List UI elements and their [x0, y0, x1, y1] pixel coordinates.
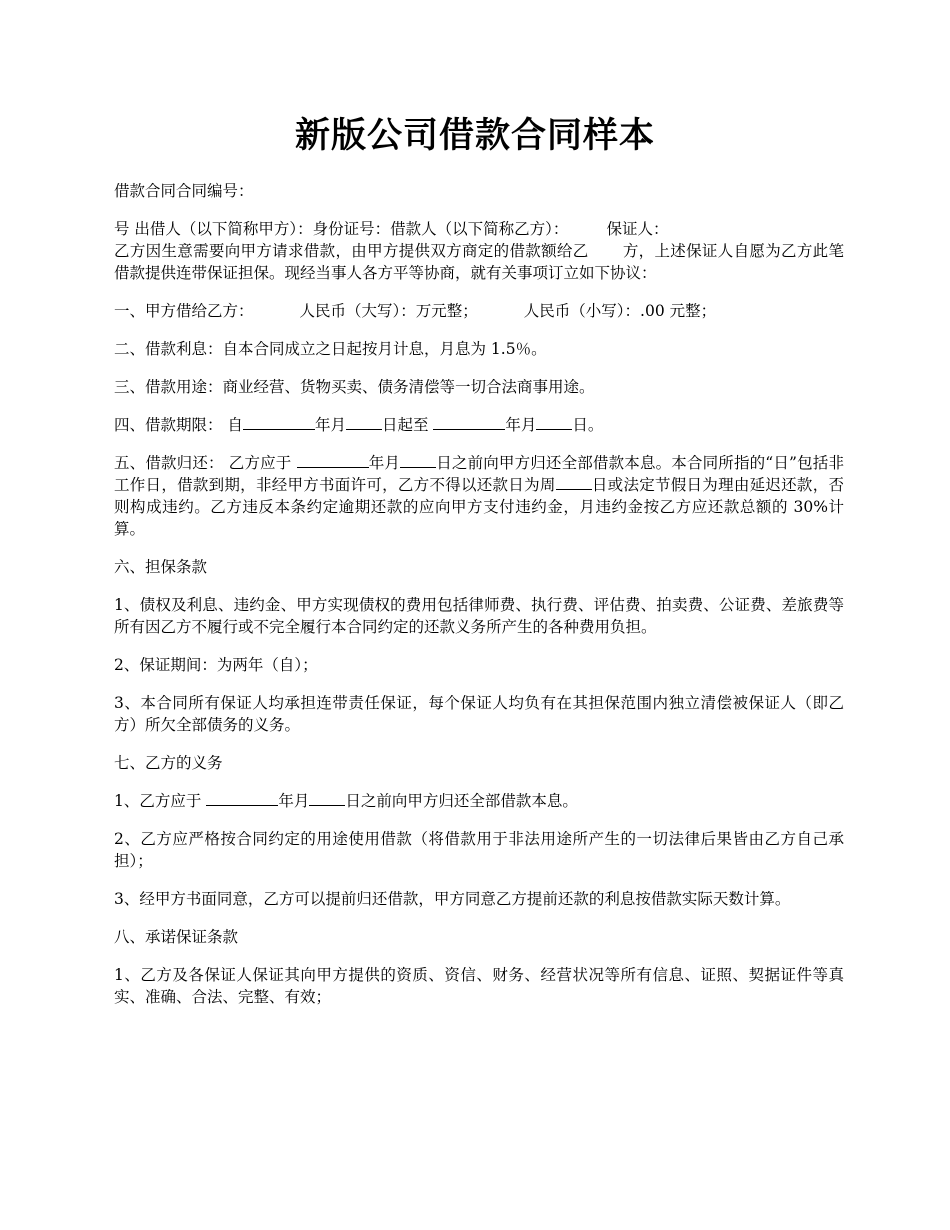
blank-line [556, 475, 592, 490]
blank-line [346, 415, 382, 430]
article-4-text: 日。 [572, 416, 604, 434]
parties-paragraph [114, 218, 844, 284]
amount-in-figures: 人民币（小写）：.00 元整； [523, 302, 717, 320]
section-7-item-1-text: 日之前向甲方归还全部借款本息。 [345, 792, 578, 810]
section-6-item-3: 3、本合同所有保证人均承担连带责任保证，每个保证人均负有在其担保范围内独立清偿被保证人（即乙方）所欠全部债务的义务。 [114, 694, 844, 734]
blank-line [433, 415, 505, 430]
article-2: 二、借款利息：自本合同成立之日起按月计息，月息为 1.5％。 [114, 340, 547, 358]
section-6-item-1: 1、债权及利息、违约金、甲方实现债权的费用包括律师费、执行费、评估费、拍卖费、公证费、差旅费等所有因乙方不履行或不完全履行本合同约定的还款义务所产生的各种费用负担。 [114, 596, 844, 636]
section-6-item-2: 2、保证期间：为两年（自）； [114, 656, 318, 674]
section-7-heading: 七、乙方的义务 [114, 754, 223, 772]
article-5-label: 五、借款归还： 乙方应于 [114, 454, 292, 472]
document-title: 新版公司借款合同样本 [294, 115, 655, 156]
blank-line [536, 415, 572, 430]
blank-line [400, 453, 436, 468]
blank-line [206, 791, 278, 806]
article-4-label: 四、借款期限： 自 [114, 416, 243, 434]
article-3: 三、借款用途：商业经营、货物买卖、债务清偿等一切合法商事用途。 [114, 378, 595, 396]
section-7-item-1-text: 年月 [278, 792, 310, 810]
intro-text-a: 乙方因生意需要向甲方请求借款，由甲方提供双方商定的借款额给乙 [114, 242, 589, 260]
section-7-item-1-text: 1、乙方应于 [114, 792, 202, 810]
blank-line [297, 453, 369, 468]
intro-text-b: 方，上述保证人自愿为乙方此笔借款提供连带保证担保。现经当事人各方平等协商，就有关事项订立如下协议： [114, 242, 844, 282]
article-5-text: 日之前向甲方归还全部借款本息。本合同所指的“日”包括非工作日，借款到期，非经甲方书面许可，乙方不得以还款日为周 [114, 454, 844, 494]
article-4-text: 年月 [505, 416, 537, 434]
section-7-item-2: 2、乙方应严格按合同约定的用途使用借款（将借款用于非法用途所产生的一切法律后果皆由乙方自己承担）； [114, 830, 844, 870]
section-8-item-1: 1、乙方及各保证人保证其向甲方提供的资质、资信、财务、经营状况等所有信息、证照、契据证件等真实、准确、合法、完整、有效； [114, 966, 844, 1006]
contract-number-line: 借款合同合同编号： [114, 182, 254, 200]
article-4-text: 年月 [314, 416, 346, 434]
article-4 [114, 414, 844, 436]
section-7-item-3: 3、经甲方书面同意，乙方可以提前归还借款，甲方同意乙方提前还款的利息按借款实际天数计算。 [114, 890, 791, 908]
document-body [114, 180, 844, 1008]
article-4-text: 日起至 [381, 416, 429, 434]
guarantor-label: 保证人： [606, 220, 669, 238]
blank-line [243, 415, 315, 430]
article-5-text: 日或法定节假日为理由延迟还款，否则构成违约。乙方违反本条约定逾期还款的应向甲方支付违约金，月违约金按乙方应还款总额的 30%计算。 [114, 476, 844, 538]
section-6-heading: 六、担保条款 [114, 558, 208, 576]
section-8-heading: 八、承诺保证条款 [114, 928, 239, 946]
article-1-label: 一、甲方借给乙方： [114, 302, 254, 320]
article-5 [114, 452, 844, 540]
parties-line: 号 出借人（以下简称甲方）：身份证号：借款人（以下简称乙方）： [114, 220, 569, 238]
amount-in-words: 人民币（大写）：万元整； [299, 302, 478, 320]
blank-line [309, 791, 345, 806]
section-7-item-1 [114, 790, 844, 812]
article-1 [114, 300, 844, 322]
article-5-text: 年月 [368, 454, 401, 472]
